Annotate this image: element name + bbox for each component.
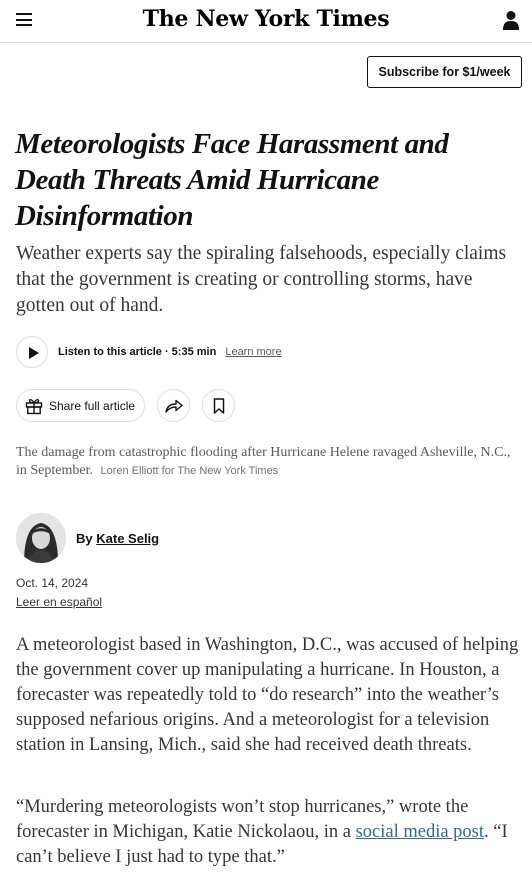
- publish-date: Oct. 14, 2024: [16, 576, 89, 590]
- spanish-version-link[interactable]: Leer en español: [16, 595, 103, 609]
- byline-prefix: By: [76, 530, 93, 546]
- paragraph-text: “Murdering meteorologists won’t stop hurricanes,” wrote the forecaster in Michigan, Katie Nickolaou, in a: [16, 797, 469, 842]
- subscribe-button[interactable]: Subscribe for $1/week: [367, 56, 522, 88]
- share-full-article-label: Share full article: [49, 398, 136, 413]
- listen-label: Listen to this article · 5:35 min: [58, 346, 217, 358]
- author-link[interactable]: Kate Selig: [96, 530, 160, 546]
- top-navigation-bar: [0, 0, 532, 43]
- listen-to-article: [16, 336, 282, 368]
- author-byline: [76, 531, 159, 546]
- share-full-article-button[interactable]: [16, 389, 145, 422]
- article-headline: Meteorologists Face Harassment and Death Threats Amid Hurricane Disinformation: [15, 128, 449, 232]
- photo-credit: Loren Elliott for The New York Times: [100, 465, 279, 477]
- article-paragraph: [16, 795, 521, 870]
- share-toolbar: [16, 389, 235, 422]
- caption-text: The damage from catastrophic flooding after Hurricane Helene ravaged Asheville, N.C., in September.: [16, 445, 511, 478]
- nyt-logo[interactable]: The New York Times: [142, 6, 390, 32]
- gift-icon: [25, 397, 43, 415]
- paragraph-text: . “I can’t believe I just had to type that.”: [16, 822, 508, 867]
- play-button[interactable]: [16, 336, 48, 368]
- user-account-icon[interactable]: [502, 10, 520, 30]
- learn-more-link[interactable]: Learn more: [225, 346, 282, 358]
- share-button[interactable]: [157, 389, 190, 422]
- author-avatar[interactable]: [16, 513, 66, 563]
- share-arrow-icon: [165, 399, 183, 413]
- social-media-post-link[interactable]: social media post: [355, 822, 485, 842]
- byline: [16, 512, 159, 564]
- image-caption: [16, 444, 516, 480]
- article-paragraph: A meteorologist based in Washington, D.C., was accused of helping the government cover up manipulating a hurricane. In Houston, a forecaster was repeatedly told to “do research” into the weather’s supposed nefarious origins. And a meteorologist for a television station in Lansing, Mich., said she had received death threats.: [16, 635, 519, 755]
- save-button[interactable]: [202, 389, 235, 422]
- play-icon: [29, 347, 39, 359]
- bookmark-icon: [213, 398, 225, 414]
- article-summary: Weather experts say the spiraling falsehoods, especially claims that the government is creating or controlling storms, have gotten out of hand.: [16, 243, 507, 316]
